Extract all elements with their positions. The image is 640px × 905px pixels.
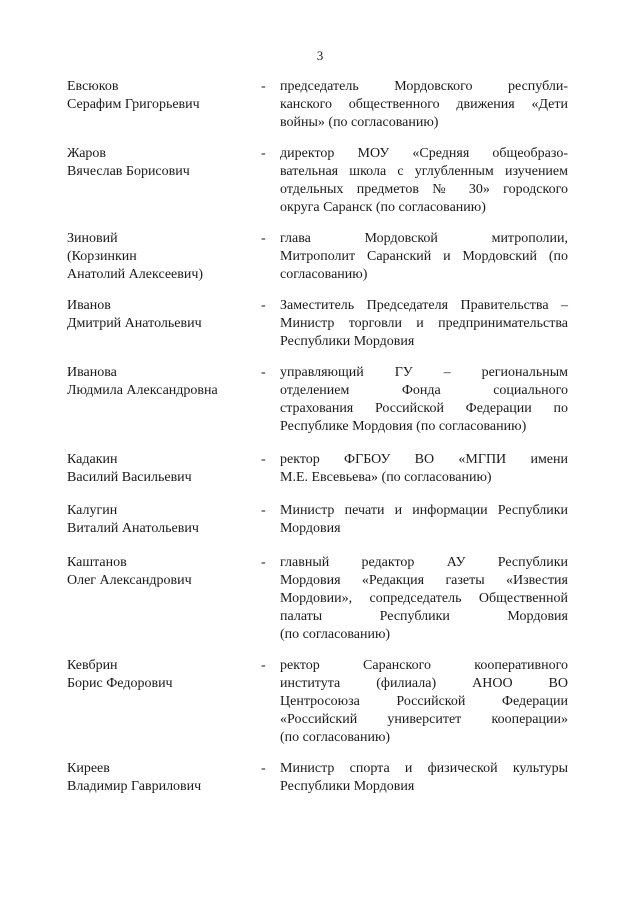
role-line: отдельных предметов № 30» городского [280,182,568,197]
member-name [67,554,257,590]
member-name [67,364,257,400]
role-line: Мордовия [280,521,341,536]
member-role [280,145,568,217]
role-line: Министр торговли и предпринимательства [280,316,568,331]
role-line: канского общественного движения «Дети [280,97,568,112]
member-given-name: Серафим Григорьевич [67,97,200,112]
role-line: отделением Фонда социального [280,383,568,398]
member-given-name: Людмила Александровна [67,383,218,398]
separator-dash: - [261,555,266,570]
member-name [67,657,257,693]
role-line: согласованию) [280,267,368,282]
role-line: председатель Мордовского республи- [280,79,568,94]
member-surname: Кадакин [67,452,118,467]
member-given-name: Борис Федорович [67,676,173,691]
member-secular-surname: (Корзинкин [67,249,137,264]
role-line: Республике Мордовия (по согласованию) [280,419,527,434]
role-line: Заместитель Председателя Правительства – [280,298,568,313]
role-line: Республики Мордовия [280,334,415,349]
role-line: Митрополит Саранский и Мордовский (по [280,249,568,264]
separator-dash: - [261,146,266,161]
role-line: палаты Республики Мордовия [280,609,568,624]
role-line: (по согласованию) [280,627,391,642]
role-line: Центросоюза Российской Федерации [280,694,568,709]
role-line: ректор Саранского кооперативного [280,658,568,673]
role-line: Республики Мордовия [280,779,415,794]
separator-dash: - [261,231,266,246]
separator-dash: - [261,452,266,467]
member-given-name: Вячеслав Борисович [67,164,190,179]
separator-dash: - [261,365,266,380]
member-role [280,554,568,644]
member-role [280,297,568,351]
role-line: института (филиала) АНОО ВО [280,676,568,691]
member-name [67,145,257,181]
member-surname: Калугин [67,503,118,518]
page-number: 3 [316,48,324,63]
role-line: войны» (по согласованию) [280,115,439,130]
member-name [67,502,257,538]
separator-dash: - [261,658,266,673]
separator-dash: - [261,761,266,776]
member-given-name: Василий Васильевич [67,470,192,485]
role-line: управляющий ГУ – региональным [280,365,568,380]
role-line: М.Е. Евсевьева» (по согласованию) [280,470,492,485]
member-role [280,657,568,747]
role-line: «Российский университет кооперации» [280,712,568,727]
member-surname: Кевбрин [67,658,118,673]
member-role [280,78,568,132]
role-line: Министр печати и информации Республики [280,503,568,518]
member-given-name: Виталий Анатольевич [67,521,199,536]
role-line: округа Саранск (по согласованию) [280,200,486,215]
member-surname: Каштанов [67,555,127,570]
member-monastic-name: Зиновий [67,231,118,246]
member-role [280,451,568,487]
member-surname: Иванова [67,365,117,380]
role-line: Министр спорта и физической культуры [280,761,568,776]
member-name [67,78,257,114]
member-name [67,297,257,333]
role-line: главный редактор АУ Республики [280,555,568,570]
member-surname: Иванов [67,298,111,313]
member-secular-given-name: Анатолий Алексеевич) [67,267,204,282]
member-surname: Жаров [67,146,107,161]
role-line: Мордовии», сопредседатель Общественной [280,591,568,606]
member-name [67,230,257,284]
member-role [280,364,568,436]
role-line: вательная школа с углубленным изучением [280,164,568,179]
member-surname: Киреев [67,761,110,776]
role-line: ректор ФГБОУ ВО «МГПИ имени [280,452,568,467]
role-line: (по согласованию) [280,730,391,745]
member-name [67,451,257,487]
role-line: страхования Российской Федерации по [280,401,568,416]
separator-dash: - [261,79,266,94]
role-line: Мордовия «Редакция газеты «Известия [280,573,568,588]
member-given-name: Владимир Гаврилович [67,779,202,794]
member-given-name: Олег Александрович [67,573,192,588]
member-role [280,760,568,796]
member-name [67,760,257,796]
member-surname: Евсюков [67,79,119,94]
member-role [280,230,568,284]
member-given-name: Дмитрий Анатольевич [67,316,202,331]
member-role [280,502,568,538]
separator-dash: - [261,503,266,518]
role-line: глава Мордовской митрополии, [280,231,568,246]
role-line: директор МОУ «Средняя общеобразо- [280,146,568,161]
separator-dash: - [261,298,266,313]
